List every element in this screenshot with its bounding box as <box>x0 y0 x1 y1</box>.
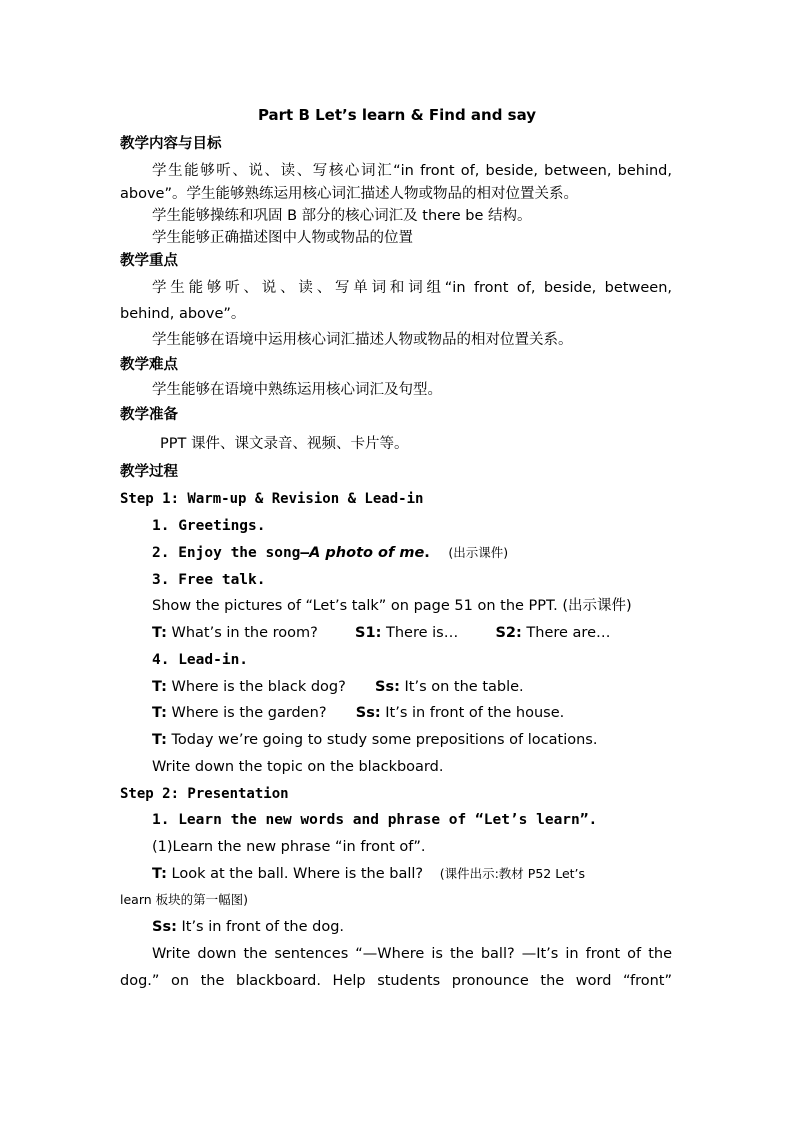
dialogue-line-2 <box>152 677 672 697</box>
step-1-item-3: 3. Free talk. <box>152 572 266 588</box>
dialogue-line-4 <box>152 730 672 750</box>
difficulty-line-1: 学生能够在语境中熟练运用核心词汇及句型。 <box>152 382 442 398</box>
speaker-ss: Ss: <box>152 919 177 935</box>
item-2-period: . <box>424 545 430 561</box>
step-1-write: Write down the topic on the blackboard. <box>152 759 444 775</box>
step-1-item-3-text: Show the pictures of “Let’s talk” on page 51 on the PPT. (出示课件) <box>152 598 632 614</box>
dialogue-line-5 <box>152 864 672 884</box>
speaker-t: T: <box>152 679 167 695</box>
dialogue-text: It’s in front of the house. <box>385 705 565 721</box>
key-point-line-1: 学生能够听、说、读、写单词和词组“in front of, beside, between, <box>152 280 672 296</box>
heading-process: 教学过程 <box>120 464 178 480</box>
dialogue-text: Today we’re going to study some prepositions of locations. <box>171 732 598 748</box>
dialogue-text: It’s on the table. <box>404 679 524 695</box>
dialogue-text: What’s in the room? <box>171 625 318 641</box>
step-1-title: Step 1: Warm-up & Revision & Lead-in <box>120 491 424 507</box>
goal-line-3: 学生能够操练和巩固 B 部分的核心词汇及 there be 结构。 <box>152 208 532 224</box>
goal-line-1: 学生能够听、说、读、写核心词汇“in front of, beside, between, behind, <box>152 163 672 179</box>
dialogue-note: (课件出示:教材 P52 Let’s <box>439 866 586 881</box>
dialogue-note-cont <box>120 890 672 910</box>
speaker-t: T: <box>152 866 167 882</box>
key-point-line-3: 学生能够在语境中运用核心词汇描述人物或物品的相对位置关系。 <box>152 332 573 348</box>
step-1-item-4: 4. Lead-in. <box>152 652 249 668</box>
speaker-t: T: <box>152 732 167 748</box>
heading-preparation: 教学准备 <box>120 407 178 423</box>
dialogue-text: Look at the ball. Where is the ball? <box>171 866 424 882</box>
heading-key-points: 教学重点 <box>120 253 178 269</box>
song-title: A photo of me <box>309 545 425 561</box>
dialogue-text: Where is the garden? <box>171 705 327 721</box>
item-2-note: (出示课件) <box>448 545 509 560</box>
goal-line-4: 学生能够正确描述图中人物或物品的位置 <box>152 230 413 246</box>
dialogue-text: Where is the black dog? <box>171 679 346 695</box>
preparation-line-1: PPT 课件、课文录音、视频、卡片等。 <box>160 436 409 452</box>
step-1-item-1: 1. Greetings. <box>152 518 266 534</box>
speaker-ss: Ss: <box>355 705 381 721</box>
speaker-t: T: <box>152 625 167 641</box>
page-title: Part B Let’s learn & Find and say <box>257 106 537 124</box>
item-2-label: 2. Enjoy the song— <box>152 545 310 561</box>
step-2-item-1: 1. Learn the new words and phrase of “Let’s learn”. <box>152 812 598 828</box>
heading-difficulties: 教学难点 <box>120 357 178 373</box>
speaker-t: T: <box>152 705 167 721</box>
speaker-ss: Ss: <box>375 679 400 695</box>
dialogue-text: There is… <box>386 625 459 641</box>
step-2-write-2: dog.” on the blackboard. Help students pronounce the word “front” <box>120 973 672 989</box>
step-2-title: Step 2: Presentation <box>120 786 289 802</box>
dialogue-text: There are… <box>526 625 611 641</box>
dialogue-line-6 <box>152 917 672 937</box>
step-2-write-1: Write down the sentences “—Where is the ball? —It’s in front of the <box>152 946 672 962</box>
note-continuation: learn 板块的第一幅图) <box>120 892 249 907</box>
dialogue-text: It’s in front of the dog. <box>181 919 345 935</box>
goal-line-2: above”。学生能够熟练运用核心词汇描述人物或物品的相对位置关系。 <box>120 186 578 202</box>
speaker-s2: S2: <box>495 625 522 641</box>
step-2-sub-1: (1)Learn the new phrase “in front of”. <box>152 839 426 855</box>
key-point-line-2: behind, above”。 <box>120 306 246 322</box>
dialogue-line-3 <box>152 703 672 723</box>
dialogue-line-1 <box>152 623 672 643</box>
heading-content-goals: 教学内容与目标 <box>120 136 222 152</box>
speaker-s1: S1: <box>355 625 382 641</box>
step-1-item-2 <box>152 543 672 563</box>
